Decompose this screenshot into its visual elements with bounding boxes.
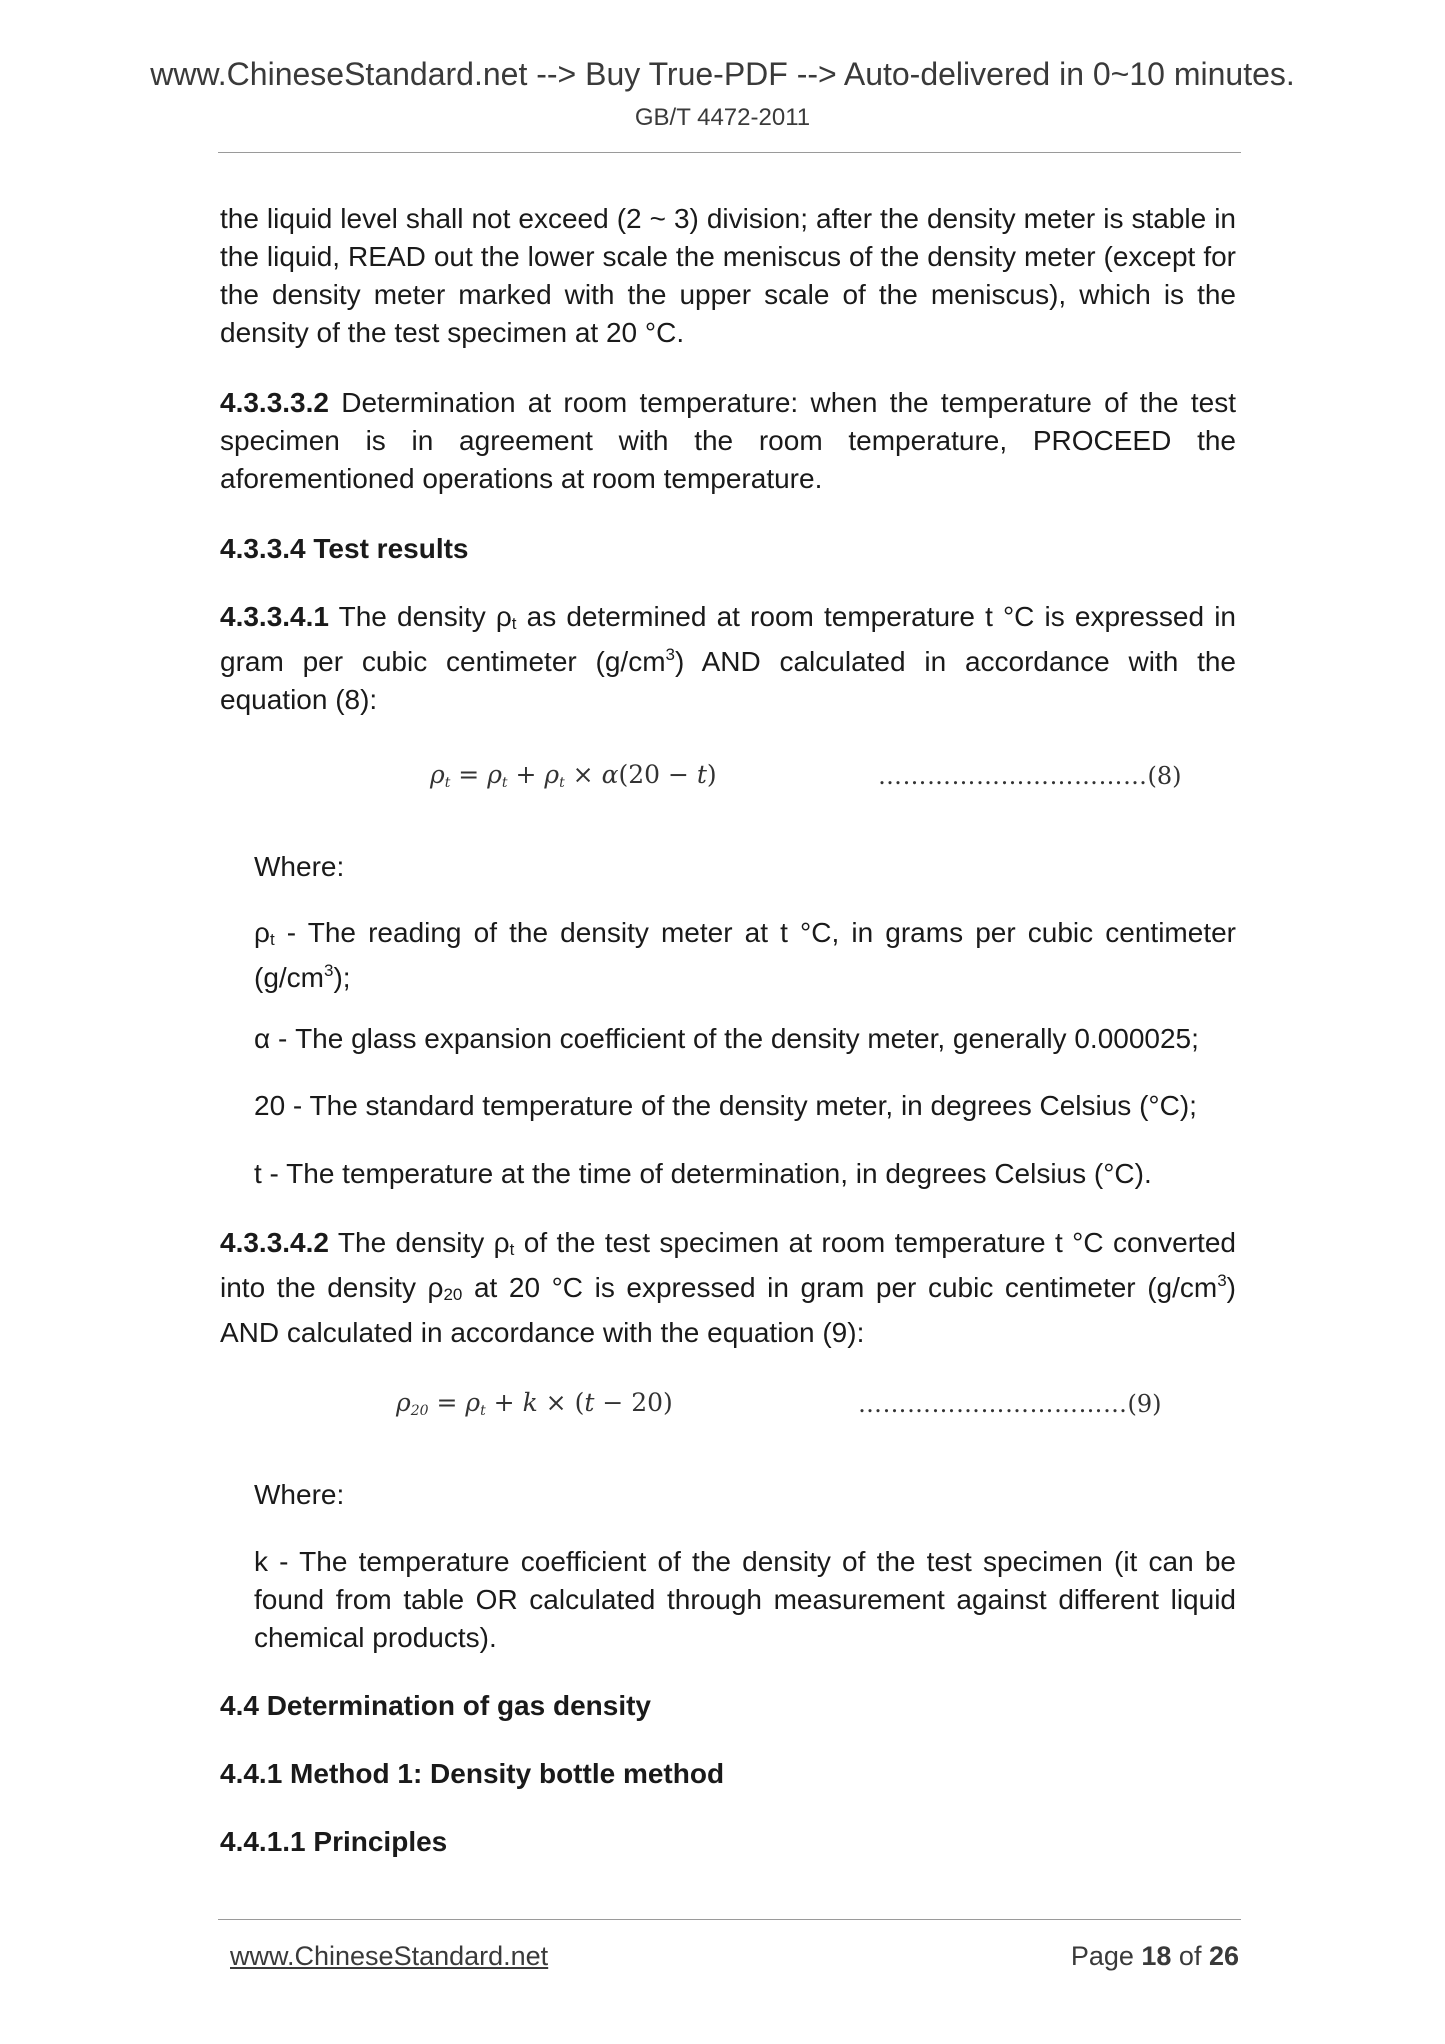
equation-number-8: ……………………………(8) [878,762,1182,790]
paragraph-continuation [220,200,1236,352]
clause-text: Determination at room temperature: when the temperature of the test specimen is in agreement with the room temperature, PROCEED the aforementioned operations at room temperature. [220,387,1236,494]
clause-number: 4.3.3.3.2 [220,387,329,418]
heading-4-4: 4.4 Determination of gas density [220,1690,651,1721]
definition-rho-t: ρt - The reading of the density meter at t °C, in grams per cubic centimeter $(g/cm^3)$; [254,917,1236,993]
definition-20: 20 - The standard temperature of the density meter, in degrees Celsius (°C); [254,1090,1197,1121]
where-label: Where: [254,851,345,882]
clause-4-3-3-3-2 [220,384,1236,498]
footer-divider [218,1919,1241,1920]
definition-alpha: α - The glass expansion coefficient of the density meter, generally 0.000025; [254,1023,1199,1054]
heading-4-4-1: 4.4.1 Method 1: Density bottle method [220,1758,725,1789]
equation-number-9: ……………………………(9) [858,1390,1162,1418]
paragraph-text: the liquid level shall not exceed (2 ~ 3) division; after the density meter is stable in the liquid, READ out the lower scale the meniscus of the density meter (except for the density meter marked with the upper scale of the meniscus), which is the density of the test specimen at 20 °C. [220,203,1236,348]
definition-t: t - The temperature at the time of determination, in degrees Celsius (°C). [254,1158,1152,1189]
clause-4-3-3-4-1: 4.3.3.4.1 The density ρt as determined at room temperature t °C is expressed in gram per cubic centimeter $(g/cm^3)$ AND calculated in accordance with the equation (8): [220,601,1237,715]
equation-8: ρt = ρt + ρt × α(20 − t) [430,760,717,791]
clause-number: 4.3.3.4.1 [220,601,329,632]
standard-number: GB/T 4472-2011 [634,104,811,131]
site-banner: www.ChineseStandard.net --> Buy True-PDF --> Auto-delivered in 0~10 minutes. [150,56,1295,92]
footer-site-link[interactable]: www.ChineseStandard.net [230,1941,549,1971]
heading-4-3-3-4: 4.3.3.4 Test results [220,533,469,564]
definition-k: k - The temperature coefficient of the density of the test specimen (it can be found from table OR calculated through measurement against different liquid chemical products). [254,1546,1236,1653]
where-label: Where: [254,1479,345,1510]
heading-4-4-1-1: 4.4.1.1 Principles [220,1826,448,1857]
header-divider [218,152,1241,153]
clause-4-3-3-4-2: 4.3.3.4.2 The density ρt of the test specimen at room temperature t °C converted into the density ρ20 at 20 °C is expressed in gram per cubic centimeter $(g/cm^3)$ AND calculated in accordance with the equation (9): [220,1227,1236,1348]
equation-9: ρ20 = ρt + k × (t − 20) [396,1388,673,1419]
clause-number: 4.3.3.4.2 [220,1227,329,1258]
page-indicator: Page 18 of 26 [1070,1941,1239,1971]
